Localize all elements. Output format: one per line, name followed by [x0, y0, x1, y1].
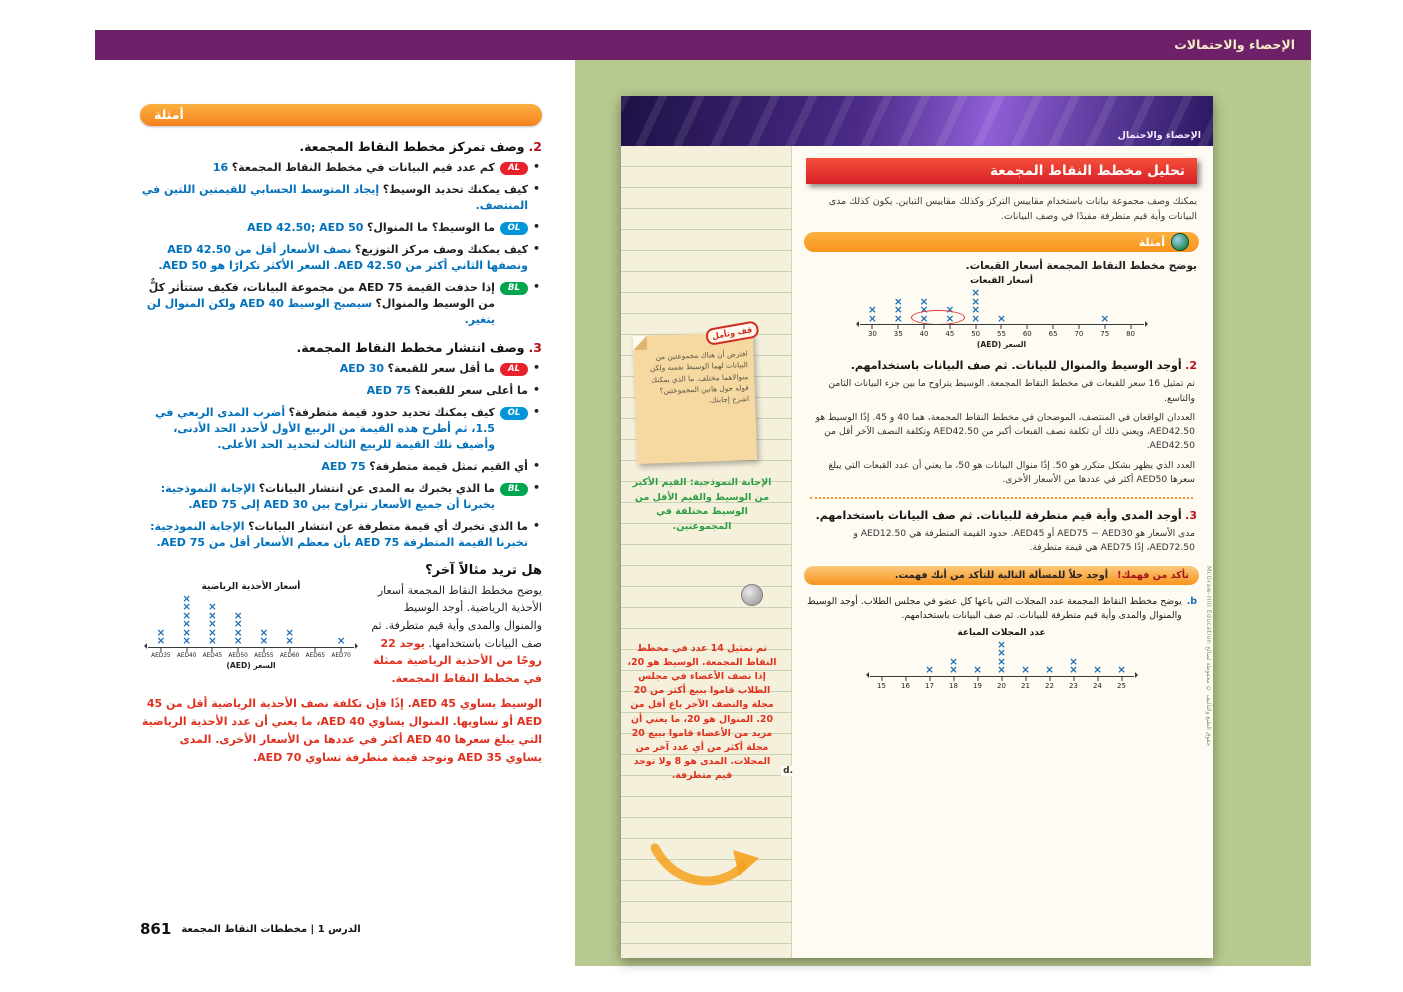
bullet-row [140, 383, 540, 399]
check-understanding-banner [804, 566, 1199, 585]
level-badge: BL [500, 282, 528, 295]
examples-banner-book-label: أمثلة [1138, 235, 1165, 249]
book-body [621, 146, 1213, 958]
hats-dot-plot: أسعار القبعات × × × × × × × × × × × × × × × × 30 35 40 45 50 55 60 65 70 75 80 السعر (AED) [852, 276, 1152, 349]
top-banner [95, 30, 1311, 60]
question-text: ما أعلى سعر للقبعة؟ [414, 384, 528, 398]
bullet-row [140, 242, 540, 274]
book-header-label: الإحصاء والاحتمال [1117, 130, 1201, 141]
item-heading: وصف انتشار مخطط النقاط المجمعة. [296, 340, 525, 356]
answer-text: 16 [212, 161, 229, 174]
bullet-row [140, 481, 540, 513]
example-1-prompt: يوضح مخطط النقاط المجمعة أسعار القبعات. [965, 260, 1197, 273]
bullet-row [140, 182, 540, 214]
item-2-paragraph: تم تمثيل 16 سعر للقبعات في مخطط النقاط المجمعة. الوسيط يتراوح ما بين جزء البيانات الثامن والتاسع. [828, 378, 1195, 404]
examples-banner-book [804, 232, 1199, 252]
check-banner-title: تأكد من فهمك! [1117, 569, 1189, 581]
item-number: 3. [528, 340, 542, 356]
student-book-panel [575, 60, 1311, 966]
answer-text: AED 42.50; AED 50 [247, 220, 364, 234]
footer [140, 920, 361, 938]
exercise-b [806, 595, 1197, 624]
bullet-icon: • [532, 518, 540, 532]
student-book-page [621, 96, 1213, 958]
level-badge: AL [500, 162, 528, 175]
answer-text: AED 75 [321, 460, 366, 474]
exercise-letter: b. [1186, 595, 1197, 607]
answer-text: إيجاد المتوسط الحسابي للقيمتين اللتين في المنتصف. [141, 182, 528, 212]
item-number: 2. [1185, 359, 1197, 373]
book-item-3-heading [806, 509, 1197, 522]
bullet-icon: • [532, 219, 540, 233]
level-badge: OL [500, 407, 528, 420]
teacher-item-2 [140, 139, 542, 327]
book-header [621, 96, 1213, 146]
handwritten-red-answer: تم تمثيل 14 عدد في مخطط النقاط المجمعة. الوسيط هو 20، إذا نصف الأعضاء في مجلس الطلاب قاموا ببيع أكثر من 20 مجلة والنصف الآخر باع أقل من 20. المنوال هو 20، ما يعني أن مزيد من الأعضاء قاموا ببيع 20 مجلة أكثر من أي عدد آخر من المجلات. المدى هو 8 ولا توجد قيم متطرفة. [627, 643, 777, 781]
book-item-2-heading [806, 359, 1197, 372]
bullet-icon: • [532, 481, 540, 495]
page-number: 861 [140, 920, 172, 938]
teacher-item-3 [140, 340, 542, 550]
item-3-heading-row [140, 340, 542, 355]
bullet-icon: • [532, 459, 540, 473]
bullet-icon: • [532, 160, 540, 173]
answer-text: الإجابة النموذجية: يخبرنا أن جميع الأسعار تتراوح بين 30 AED إلى 75 AED. [160, 482, 495, 511]
bullet-row [140, 361, 540, 377]
lesson-label: الدرس 1 | مخططات النقاط المجمعة [181, 923, 361, 935]
item-2-heading-row [140, 139, 542, 154]
round-sticker-icon [741, 584, 763, 606]
answer-letter-label: d. [783, 766, 793, 776]
item-heading: أوجد المدى وأية قيم متطرفة للبيانات. ثم صف البيانات باستخدامهم. [815, 509, 1182, 523]
answer-text: أضرب المدى الربعي في 1.5، ثم أطرح هذه القيمة من الربيع الأول لأحدد الحد الأدنى، وأضيف تلك القيمة للربيع الثالث لتحديد الحد الأعلى. [155, 406, 495, 452]
copyright-vertical-text: حقوق الطبع والتأليف © محفوظة لصالح McGraw-Hill Education [1205, 566, 1212, 747]
dotted-divider [810, 497, 1193, 499]
bullet-icon: • [532, 361, 540, 375]
notebook-margin [621, 146, 792, 958]
bullet-icon: • [532, 405, 540, 419]
item-number: 3. [1185, 509, 1197, 523]
magazines-dot-plot: عدد المجلات المباعة × × × × × × × × × × × × × × 15 16 17 18 19 20 21 22 23 24 25 [862, 628, 1142, 690]
item-heading: وصف تمركز مخطط النقاط المجمعة. [299, 139, 525, 154]
bullet-icon: • [532, 181, 540, 195]
question-text: كيف يمكنك تحديد حدود قيمة متطرفة؟ [288, 406, 495, 420]
bullet-row [140, 459, 540, 475]
item-heading: أوجد الوسيط والمنوال للبيانات. ثم صف البيانات باستخدامهم. [850, 359, 1182, 373]
level-badge: AL [500, 363, 528, 376]
stop-and-reflect-stamp: قف وتأمل [705, 320, 760, 346]
sticky-note [633, 325, 757, 464]
item-2-paragraph: العددان الواقعان في المنتصف، الموضحان في مخطط النقاط المجمعة، هما 40 و 45. إذًا الوسيط هو AED42.50، ويعني ذلك أن تكلفة نصف القبعات أكبر من AED42.50 وتكلفة النصف الآخر أقل من AED42.50. [815, 411, 1195, 452]
teacher-column [140, 104, 542, 767]
another-example-answer: الوسيط يساوي AED 45. إذًا فإن تكلفة نصف الأحذية الرياضية أقل من 45 AED أو تساويها. المنوال يساوي AED 40، ما يعني أن عدد الأحذية الرياضية التي يبلغ سعرها AED 40 أكثر في عددها من الأسعار الأخرى. المدى يساوي AED 35 وتوجد قيمة متطرفة تساوي AED 70. [141, 697, 542, 764]
book-content [792, 146, 1213, 958]
bullet-icon: • [532, 279, 540, 293]
item-3-paragraph: مدى الأسعار هو AED75 − AED30 أو AED45. حدود القيمة المتطرفة هي AED12.50 و AED72.50، إذًا AED75 هي قيمة متطرفة. [853, 528, 1195, 554]
another-example-row [140, 582, 542, 688]
question-text: ما أقل سعر للقبعة؟ [387, 362, 495, 376]
bullet-row [140, 405, 540, 453]
question-text: ما الذي تخبرك أي قيمة متطرفة عن انتشار البيانات؟ [248, 519, 528, 533]
top-banner-label: الإحصاء والاحتمالات [1174, 37, 1295, 52]
bullet-row [140, 519, 540, 551]
bullet-row [140, 280, 540, 328]
sticky-note-text: افترض أن هناك مجموعتين من البيانات لهما الوسيط نفسه ولكن منوالاهما مختلف. ما الذي يمكنك قوله حول هاتين المجموعتين؟ اشرح إجابتك. [649, 349, 750, 405]
bullet-icon: • [532, 383, 540, 397]
handwritten-green-answer: الإجابة النموذجية: القيم الأكبر من الوسيط والقيم الأقل من الوسيط مختلفة في المجموعتين. [632, 477, 772, 533]
lesson-intro: يمكنك وصف مجموعة بيانات باستخدام مقاييس التركز وكذلك مقاييس التباين. يكون كذلك مدى البيانات وأية قيم متطرفة مفيدًا في وصف البيانات. [828, 196, 1197, 223]
examples-banner-teacher-label: أمثلة [154, 107, 184, 122]
bullet-icon: • [532, 241, 540, 255]
item-2-paragraph: العدد الذي يظهر بشكل متكرر هو 50. إذًا منوال البيانات هو 50، ما يعني أن عدد القبعات التي يبلغ سعرها AED50 أكثر في عددها من الأسعار الأخرى. [828, 459, 1195, 485]
answer-text: الإجابة النموذجية: تخبرنا القيمة المتطرفة AED 75 بأن معظم الأسعار أقل من AED 75. [150, 519, 528, 549]
example-inline-answer: يوجد 22 زوجًا من الأحذية الرياضية ممثلة في مخطط النقاط المجمعة. [373, 636, 542, 685]
question-text: كم عدد قيم البيانات في مخطط النقاط المجمعة؟ [231, 161, 495, 174]
question-text: أي القيم تمثل قيمة متطرفة؟ [369, 460, 528, 474]
question-text: كيف يمكنك تحديد الوسيط؟ [382, 182, 528, 196]
level-badge: BL [500, 483, 528, 496]
question-text: ما الذي يخبرك به المدى عن انتشار البيانات؟ [258, 482, 495, 496]
sneakers-dot-plot: أسعار الأحذية الرياضية × × × × × × × × × × × × × × × × × × × × × × AED35 AED40 AED45 AED50 AED55 AED60 AED65 AED70 السعر (AED) [140, 582, 362, 670]
curved-arrow-icon [647, 834, 765, 896]
globe-icon [1171, 233, 1189, 251]
item-number: 2. [528, 139, 542, 154]
check-banner-text: أوجد حلاً للمسألة التالية للتأكد من أنك فهمت. [894, 569, 1108, 581]
lesson-title-banner: تحليل مخطط النقاط المجمعة [806, 158, 1197, 184]
exercise-b-text: يوضح مخطط النقاط المجمعة عدد المجلات التي باعها كل عضو في مجلس الطلاب. أوجد الوسيط والمنوال والمدى وأية قيم متطرفة للبيانات. ثم صف البيانات باستخدامهم. [807, 595, 1182, 622]
bullet-row [140, 220, 540, 236]
level-badge: OL [500, 222, 528, 235]
answer-text: سيصبح الوسيط AED 40 ولكن المنوال لن يتغير. [146, 296, 495, 326]
question-text: ما الوسيط؟ ما المنوال؟ [366, 220, 495, 234]
answer-text: نصف الأسعار أقل من AED 42.50 ونصفها الثاني أكثر من AED 42.50. السعر الأكثر تكرارًا هو AED 50. [158, 242, 528, 272]
examples-banner-teacher [140, 104, 542, 126]
another-example-text [370, 582, 542, 688]
example-prompt-text: يوضح مخطط النقاط المجمعة أسعار الأحذية الرياضية. أوجد الوسيط والمنوال والمدى وأية قيم متطرفة. ثم صف البيانات باستخدامها. [371, 583, 542, 650]
another-example-heading: هل تريد مثالاً آخر؟ [425, 562, 542, 578]
question-text: إذا حذفت القيمة AED 75 من مجموعة البيانات، فكيف ستتأثر كلٌّ من الوسيط والمنوال؟ [148, 280, 495, 310]
answer-text: AED 30 [339, 362, 385, 376]
bullet-row [140, 160, 540, 176]
answer-text: AED 75 [366, 384, 411, 398]
question-text: كيف يمكنك وصف مركز التوزيع؟ [354, 242, 528, 256]
